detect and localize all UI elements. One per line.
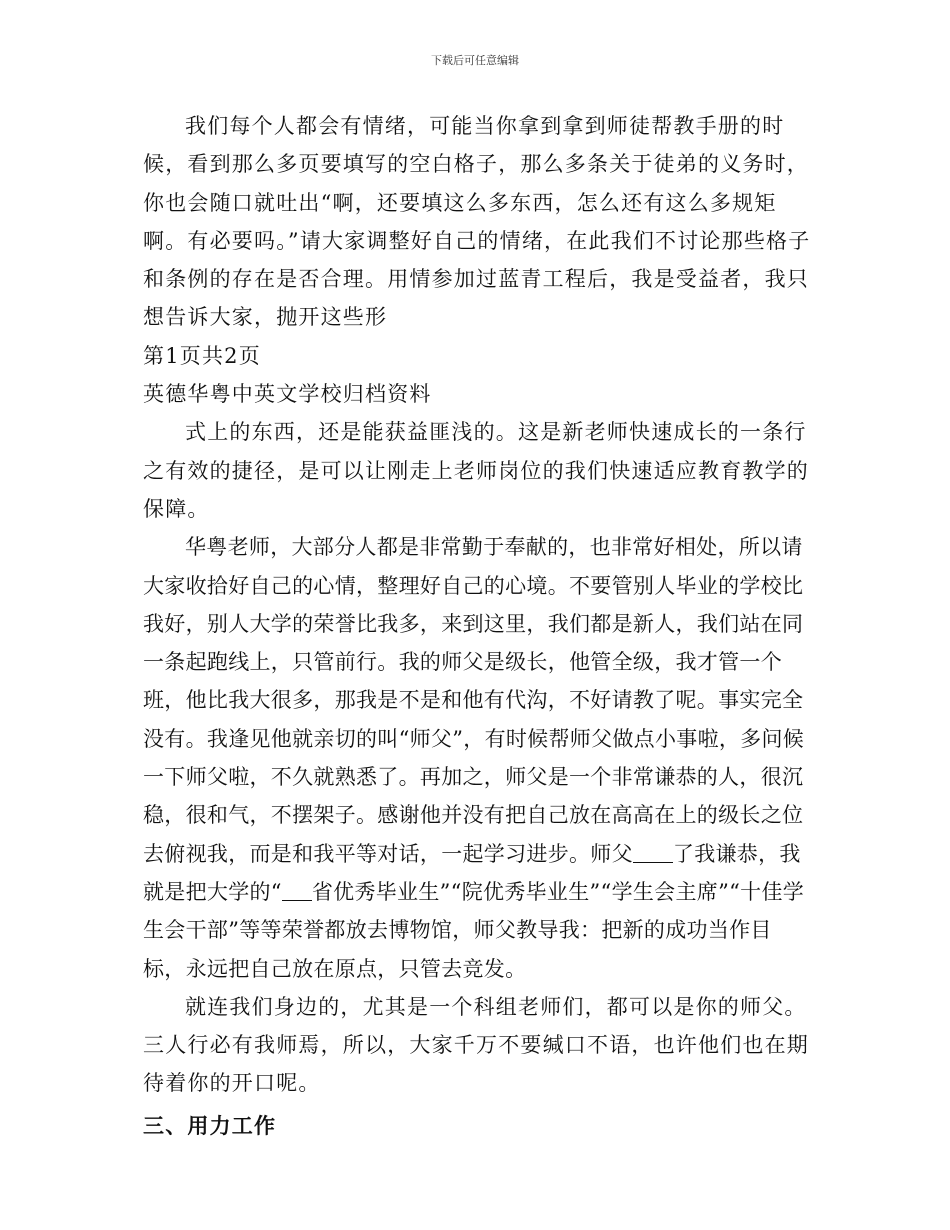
archive-label: 英德华粤中英文学校归档资料 bbox=[143, 382, 432, 407]
paragraph-4: 就连我们身边的，尤其是一个科组老师们，都可以是你的师父。三人行必有我师焉，所以，大家千万不要缄口不语，也许他们也在期待着你的开口呢。 bbox=[143, 994, 809, 1096]
fill-in-blank bbox=[633, 861, 673, 863]
paragraph-3 bbox=[143, 528, 811, 988]
paragraph-3-part-b: 了我谦恭，我就是把大学的“ bbox=[143, 841, 801, 904]
paragraph-1: 我们每个人都会有情绪，可能当你拿到拿到师徒帮教手册的时候，看到那么多页要填写的空白格子，那么多条关于徒弟的义务时，你也会随口就吐出“啊，还要填这么多东西，怎么还有这么多规矩啊。有必要吗。”请大家调整好自己的情绪，在此我们不讨论那些格子和条例的存在是否合理。用情参加过蓝青工程后，我是受益者，我只想告诉大家，抛开这些形 bbox=[143, 114, 811, 330]
page-number: 第1页共2页 bbox=[143, 343, 261, 368]
section-heading: 三、用力工作 bbox=[143, 1112, 277, 1138]
page-header: 下载后可任意编辑 bbox=[431, 54, 519, 67]
paragraph-3-part-a: 华粤老师，大部分人都是非常勤于奉献的，也非常好相处，所以请大家收拾好自己的心情，整理好自己的心境。不要管别人毕业的学校比我好，别人大学的荣誉比我多，来到这里，我们都是新人，我们站在同一条起跑线上，只管前行。我的师父是级长，他管全级，我才管一个班，他比我大很多，那我是不是和他有代沟，不好请教了呢。事实完全没有。我逢见他就亲切的叫“师父”，有时候帮师父做点小事啦，多问候一下师父啦，不久就熟悉了。再加之，师父是一个非常谦恭的人，很沉稳，很和气，不摆架子。感谢他并没有把自己放在高高在上的级长之位去俯视我，而是和我平等对话，一起学习进步。师父 bbox=[143, 535, 805, 866]
paragraph-3-part-c: 省优秀毕业生”“院优秀毕业生”“学生会主席”“十佳学生会干部”等等荣誉都放去博物馆，师父教导我：把新的成功当作目标，永远把自己放在原点，只管去竞发。 bbox=[143, 879, 805, 981]
paragraph-2: 式上的东西，还是能获益匪浅的。这是新老师快速成长的一条行之有效的捷径，是可以让刚走上老师岗位的我们快速适应教育教学的保障。 bbox=[143, 420, 809, 521]
document-body bbox=[143, 107, 811, 1145]
fill-in-blank bbox=[282, 899, 312, 901]
